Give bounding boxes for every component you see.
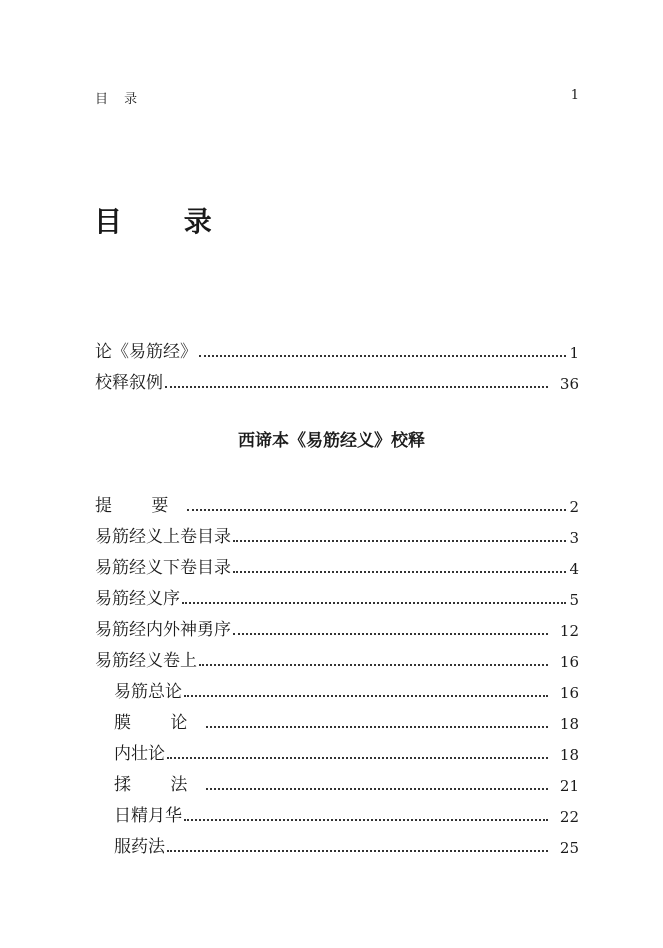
dot-leader — [167, 757, 548, 759]
toc-entry-label: 论《易筋经》 — [95, 342, 197, 362]
toc-entry-page: 12 — [559, 622, 579, 640]
toc-entry-label: 揉 法 — [114, 775, 205, 795]
toc-entry-label: 易筋经义序 — [95, 589, 180, 609]
dot-leader — [187, 509, 566, 511]
dot-leader — [182, 602, 566, 604]
toc-subentry[interactable] — [95, 794, 579, 825]
toc-entry-label: 易筋经内外神勇序 — [95, 620, 231, 640]
toc-entry-page: 16 — [559, 653, 579, 671]
dot-leader — [233, 633, 548, 635]
toc-entry[interactable] — [95, 361, 579, 392]
dot-leader — [165, 386, 548, 388]
toc-entry-page: 4 — [569, 560, 579, 578]
toc-entry-page: 18 — [559, 746, 579, 764]
toc-entry-label: 易筋总论 — [114, 682, 182, 702]
toc-entry-label: 膜 论 — [114, 713, 205, 733]
toc-entry[interactable] — [95, 608, 579, 639]
toc-entry-page: 3 — [569, 529, 579, 547]
toc-entry-label: 内壮论 — [114, 744, 165, 764]
toc-front-matter — [95, 330, 579, 392]
dot-leader — [206, 788, 548, 790]
toc-subentry[interactable] — [95, 732, 579, 763]
dot-leader — [199, 664, 548, 666]
toc-entry[interactable] — [95, 484, 579, 515]
toc-entry-label: 易筋经义卷上 — [95, 651, 197, 671]
toc-entry-page: 25 — [559, 839, 579, 857]
dot-leader — [233, 540, 566, 542]
toc-entry-page: 16 — [559, 684, 579, 702]
toc-main — [95, 484, 579, 856]
toc-entry-page: 2 — [569, 498, 579, 516]
toc-entry-label: 日精月华 — [114, 806, 182, 826]
toc-subentry[interactable] — [95, 825, 579, 856]
toc-entry[interactable] — [95, 639, 579, 670]
toc-entry-label: 服药法 — [114, 837, 165, 857]
dot-leader — [184, 819, 548, 821]
toc-entry-page: 22 — [559, 808, 579, 826]
section-heading: 西谛本《易筋经义》校释 — [238, 431, 425, 451]
dot-leader — [167, 850, 548, 852]
toc-entry-page: 21 — [559, 777, 579, 795]
toc-entry[interactable] — [95, 546, 579, 577]
toc-subentry[interactable] — [95, 763, 579, 794]
running-header-title: 目 录 — [95, 92, 144, 107]
toc-entry-label: 提 要 — [95, 496, 186, 516]
dot-leader — [206, 726, 548, 728]
toc-entry-page: 5 — [569, 591, 579, 609]
toc-entry-label: 校释叙例 — [95, 373, 163, 393]
toc-entry-label: 易筋经义下卷目录 — [95, 558, 231, 578]
toc-entry-page: 1 — [569, 344, 579, 362]
toc-entry[interactable] — [95, 577, 579, 608]
toc-subentry[interactable] — [95, 701, 579, 732]
toc-subentry[interactable] — [95, 670, 579, 701]
dot-leader — [199, 355, 566, 357]
dot-leader — [233, 571, 566, 573]
toc-entry[interactable] — [95, 330, 579, 361]
page-number: 1 — [570, 88, 579, 103]
page-title: 目 录 — [94, 205, 238, 238]
toc-entry[interactable] — [95, 515, 579, 546]
toc-entry-page: 36 — [559, 375, 579, 393]
toc-entry-label: 易筋经义上卷目录 — [95, 527, 231, 547]
dot-leader — [184, 695, 548, 697]
toc-entry-page: 18 — [559, 715, 579, 733]
